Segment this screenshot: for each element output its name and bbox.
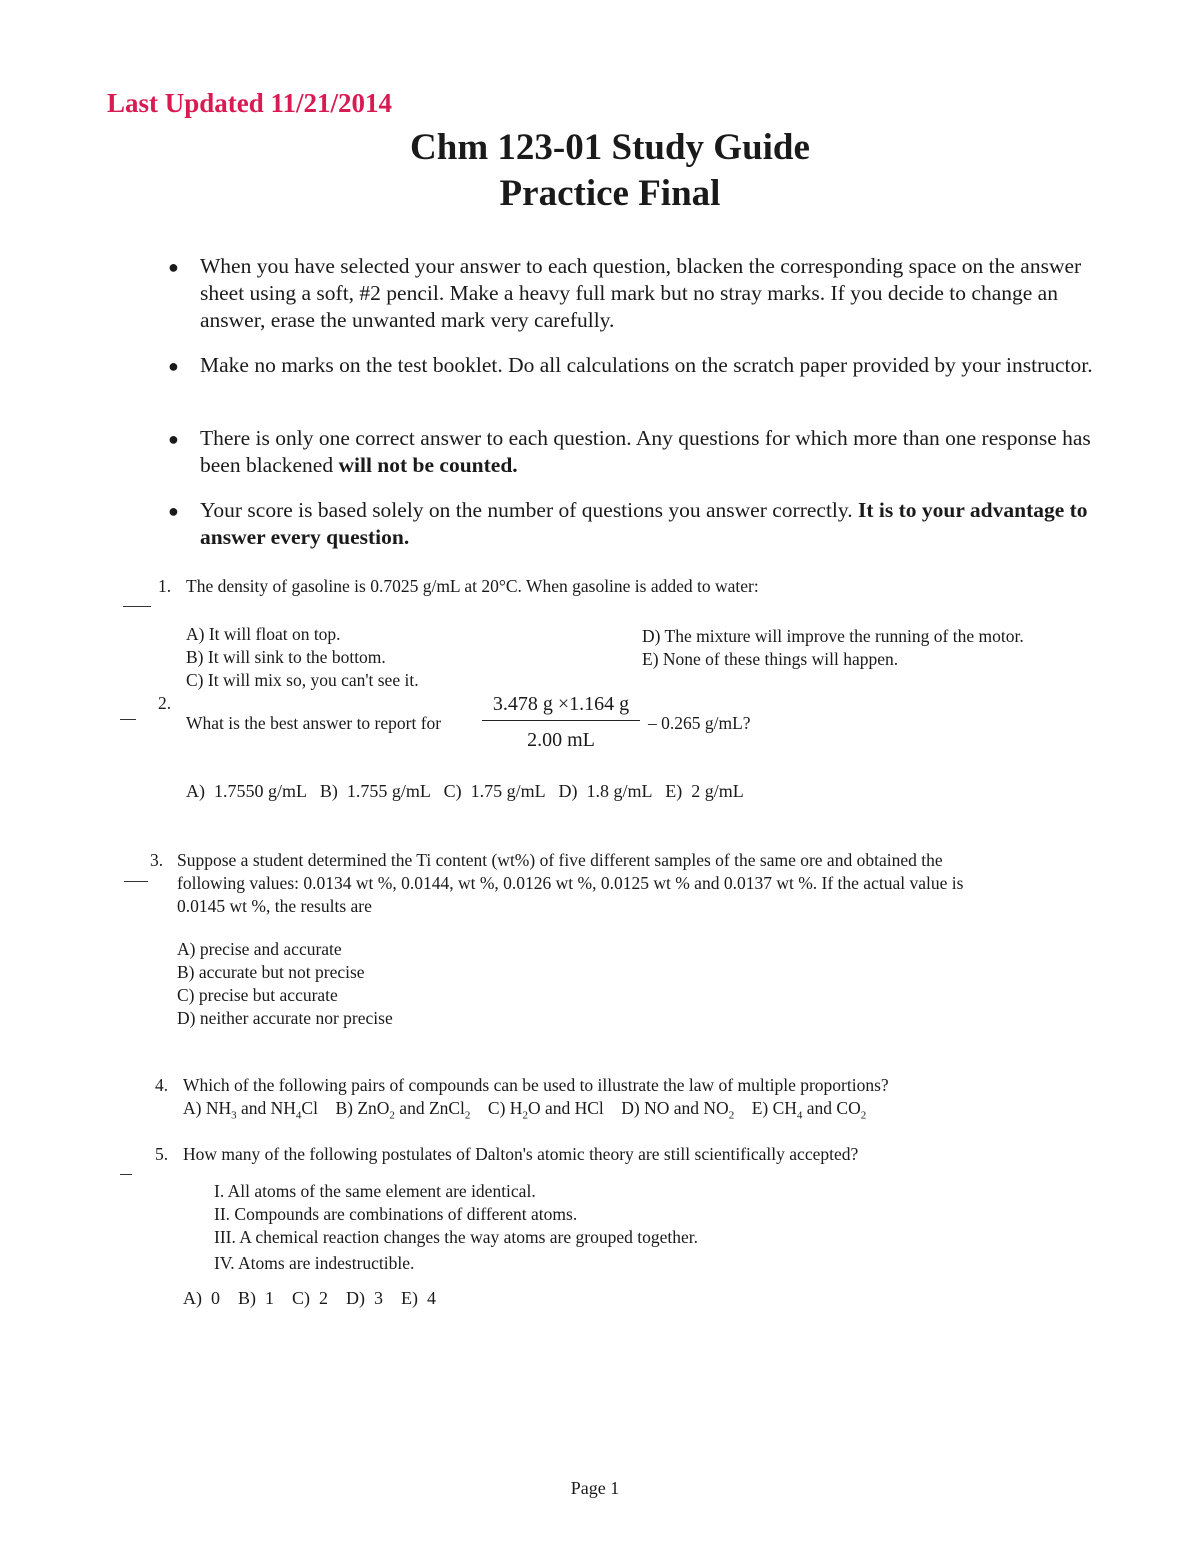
instruction-item: [160, 352, 1100, 379]
question-2-choices: A) 1.7550 g/mL B) 1.755 g/mL C) 1.75 g/mL D) 1.8 g/mL E) 2 g/mL: [186, 781, 744, 801]
page-number: Page 1: [570, 1478, 620, 1498]
fraction-numerator: 3.478 g ×1.164 g: [492, 693, 630, 715]
choice: E) None of these things will happen.: [642, 649, 899, 669]
postulate: II. Compounds are combinations of different atoms.: [214, 1204, 578, 1224]
question-number: 2.: [158, 693, 172, 713]
question-1-prompt: The density of gasoline is 0.7025 g/mL at 20°C. When gasoline is added to water:: [186, 576, 759, 596]
question-number: 4.: [155, 1075, 169, 1095]
choice: D) neither accurate nor precise: [177, 1008, 393, 1028]
question-number: 1.: [158, 576, 172, 596]
page-subtitle: Practice Final: [499, 173, 721, 214]
answer-blank: [123, 594, 151, 612]
instruction-text: There is only one correct answer to each question. Any questions for which more than one response has been blackened: [200, 426, 1091, 477]
question-4-prompt: Which of the following pairs of compounds can be used to illustrate the law of multiple proportions?: [183, 1075, 889, 1095]
question-5-prompt: How many of the following postulates of Dalton's atomic theory are still scientifically accepted?: [183, 1144, 859, 1164]
bullet-icon: ●: [168, 356, 179, 376]
question-3-prompt-line: following values: 0.0134 wt %, 0.0144, wt %, 0.0126 wt %, 0.0125 wt % and 0.0137 wt %. If the actual value is: [177, 873, 964, 893]
choice: B) It will sink to the bottom.: [186, 647, 386, 667]
question-4-choices: A) $NH_3$ and $NH_4Cl$ B) ZnO$_2$ and ZnCl$_2$ C) $H_2O$ and HCl D) NO and $NO_2$ E) $CH_4$ and $CO_2$: [183, 1098, 867, 1122]
fraction-denominator: 2.00 mL: [527, 729, 595, 751]
instruction-item: [160, 425, 1100, 479]
instruction-text: Make no marks on the test booklet. Do all calculations on the scratch paper provided by your instructor.: [200, 353, 1093, 377]
choice: C) precise but accurate: [177, 985, 338, 1005]
postulate: III. A chemical reaction changes the way atoms are grouped together.: [214, 1227, 698, 1247]
last-updated-stamp: Last Updated 11/21/2014: [107, 88, 393, 118]
choice: A) precise and accurate: [177, 939, 342, 959]
choice: C) It will mix so, you can't see it.: [186, 670, 419, 690]
page-title: Chm 123-01 Study Guide: [410, 127, 810, 168]
instruction-text: When you have selected your answer to each question, blacken the corresponding space on the answer sheet using a soft, #2 pencil. Make a heavy full mark but no stray marks. If you decide to change an answer, erase the unwanted mark very carefully.: [200, 254, 1082, 332]
question-2-prompt: What is the best answer to report for: [186, 713, 442, 733]
postulate: IV. Atoms are indestructible.: [214, 1253, 415, 1273]
choice: B) accurate but not precise: [177, 962, 365, 982]
instruction-emphasis: will not be counted.: [338, 453, 518, 477]
postulate: I. All atoms of the same element are identical.: [214, 1181, 536, 1201]
answer-blank: [124, 869, 148, 887]
question-5-choices: A) 0 B) 1 C) 2 D) 3 E) 4: [183, 1288, 436, 1308]
question-number: 5.: [155, 1144, 169, 1164]
choice: D) The mixture will improve the running of the motor.: [642, 626, 1024, 646]
bullet-icon: ●: [168, 429, 179, 449]
bullet-icon: ●: [168, 257, 179, 277]
fraction-expression: [482, 693, 640, 752]
bullet-icon: ●: [168, 501, 179, 521]
question-3-prompt-line: 0.0145 wt %, the results are: [177, 896, 372, 916]
question-2-suffix: – 0.265 g/mL?: [648, 713, 751, 733]
instruction-item: [160, 497, 1100, 551]
choice: A) It will float on top.: [186, 624, 341, 644]
instruction-text: Your score is based solely on the number of questions you answer correctly.: [200, 498, 859, 522]
question-number: 3.: [150, 850, 164, 870]
instruction-emphasis: It is to your advantage to answer every question.: [200, 498, 1088, 549]
question-3-prompt-line: Suppose a student determined the Ti content (wt%) of five different samples of the same ore and obtained the: [177, 850, 943, 870]
instruction-item: [160, 253, 1100, 334]
answer-blank: [120, 1162, 132, 1180]
answer-blank: [120, 707, 136, 725]
